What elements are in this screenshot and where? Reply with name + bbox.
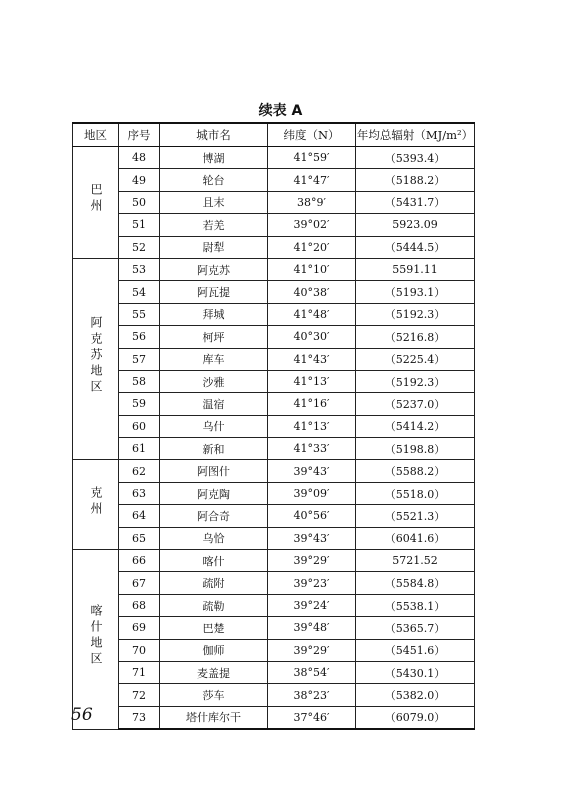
- index-cell: 71: [119, 661, 160, 683]
- table-row: [73, 594, 475, 616]
- table-row: [73, 661, 475, 683]
- header-region: 地区: [73, 123, 119, 147]
- table-row: [73, 303, 475, 325]
- latitude-cell: 39°29′: [268, 639, 356, 661]
- table-row: [73, 639, 475, 661]
- table-row: [73, 415, 475, 437]
- radiation-cell: （5192.3）: [356, 303, 475, 325]
- latitude-cell: 41°13′: [268, 415, 356, 437]
- radiation-cell: 5923.09: [356, 214, 475, 236]
- index-cell: 58: [119, 370, 160, 392]
- radiation-cell: 5591.11: [356, 258, 475, 280]
- city-cell: 莎车: [160, 684, 268, 706]
- radiation-cell: （5192.3）: [356, 370, 475, 392]
- table-row: [73, 169, 475, 191]
- radiation-cell: （5521.3）: [356, 505, 475, 527]
- index-cell: 69: [119, 617, 160, 639]
- radiation-cell: 5721.52: [356, 550, 475, 572]
- table-row: [73, 460, 475, 482]
- latitude-cell: 40°38′: [268, 281, 356, 303]
- table-row: [73, 370, 475, 392]
- radiation-cell: （5588.2）: [356, 460, 475, 482]
- index-cell: 73: [119, 706, 160, 729]
- radiation-cell: （5584.8）: [356, 572, 475, 594]
- table-row: [73, 214, 475, 236]
- city-cell: 阿合奇: [160, 505, 268, 527]
- latitude-cell: 41°33′: [268, 438, 356, 460]
- city-cell: 轮台: [160, 169, 268, 191]
- radiation-cell: （5393.4）: [356, 147, 475, 169]
- index-cell: 51: [119, 214, 160, 236]
- index-cell: 55: [119, 303, 160, 325]
- index-cell: 68: [119, 594, 160, 616]
- index-cell: 56: [119, 326, 160, 348]
- header-radiation: 年均总辐射（MJ/m²）: [356, 123, 475, 147]
- table-row: [73, 527, 475, 549]
- region-cell: [73, 147, 119, 259]
- table-row: [73, 191, 475, 213]
- table-row: [73, 617, 475, 639]
- index-cell: 59: [119, 393, 160, 415]
- city-cell: 拜城: [160, 303, 268, 325]
- city-cell: 温宿: [160, 393, 268, 415]
- index-cell: 67: [119, 572, 160, 594]
- city-cell: 尉犁: [160, 236, 268, 258]
- table-row: [73, 258, 475, 280]
- table-row: [73, 482, 475, 504]
- index-cell: 64: [119, 505, 160, 527]
- latitude-cell: 38°23′: [268, 684, 356, 706]
- city-cell: 疏附: [160, 572, 268, 594]
- radiation-cell: （5225.4）: [356, 348, 475, 370]
- region-cell: [73, 258, 119, 460]
- radiation-cell: （5365.7）: [356, 617, 475, 639]
- table-body: [73, 147, 475, 730]
- latitude-cell: 40°56′: [268, 505, 356, 527]
- table-caption: 续表 A: [258, 103, 303, 119]
- radiation-cell: （5188.2）: [356, 169, 475, 191]
- index-cell: 66: [119, 550, 160, 572]
- index-cell: 50: [119, 191, 160, 213]
- city-cell: 若羌: [160, 214, 268, 236]
- index-cell: 65: [119, 527, 160, 549]
- table-row: [73, 348, 475, 370]
- latitude-cell: 37°46′: [268, 706, 356, 729]
- radiation-cell: （5237.0）: [356, 393, 475, 415]
- latitude-cell: 40°30′: [268, 326, 356, 348]
- latitude-cell: 38°9′: [268, 191, 356, 213]
- radiation-cell: （5198.8）: [356, 438, 475, 460]
- index-cell: 60: [119, 415, 160, 437]
- latitude-cell: 39°23′: [268, 572, 356, 594]
- city-cell: 塔什库尔干: [160, 706, 268, 729]
- table-row: [73, 393, 475, 415]
- header-latitude: 纬度（N）: [268, 123, 356, 147]
- region-label: 喀什地区: [89, 604, 103, 669]
- index-cell: 52: [119, 236, 160, 258]
- city-cell: 乌什: [160, 415, 268, 437]
- latitude-cell: 41°59′: [268, 147, 356, 169]
- city-cell: 阿克苏: [160, 258, 268, 280]
- city-cell: 喀什: [160, 550, 268, 572]
- index-cell: 54: [119, 281, 160, 303]
- latitude-cell: 41°43′: [268, 348, 356, 370]
- latitude-cell: 41°48′: [268, 303, 356, 325]
- latitude-cell: 39°43′: [268, 460, 356, 482]
- radiation-cell: （5414.2）: [356, 415, 475, 437]
- index-cell: 48: [119, 147, 160, 169]
- radiation-cell: （5193.1）: [356, 281, 475, 303]
- latitude-cell: 39°29′: [268, 550, 356, 572]
- table-row: [73, 684, 475, 706]
- city-cell: 库车: [160, 348, 268, 370]
- table-row: [73, 706, 475, 729]
- radiation-cell: （5518.0）: [356, 482, 475, 504]
- radiation-cell: （6041.6）: [356, 527, 475, 549]
- table-row: [73, 572, 475, 594]
- index-cell: 61: [119, 438, 160, 460]
- table-row: [73, 147, 475, 169]
- latitude-cell: 41°13′: [268, 370, 356, 392]
- latitude-cell: 41°10′: [268, 258, 356, 280]
- city-cell: 柯坪: [160, 326, 268, 348]
- radiation-cell: （5216.8）: [356, 326, 475, 348]
- radiation-cell: （5451.6）: [356, 639, 475, 661]
- index-cell: 57: [119, 348, 160, 370]
- city-cell: 阿图什: [160, 460, 268, 482]
- header-row: [73, 123, 475, 147]
- region-label: 阿克苏地区: [89, 316, 103, 397]
- page-number: 56: [71, 705, 93, 725]
- city-cell: 疏勒: [160, 594, 268, 616]
- city-cell: 麦盖提: [160, 661, 268, 683]
- city-cell: 且末: [160, 191, 268, 213]
- city-cell: 伽师: [160, 639, 268, 661]
- table-row: [73, 438, 475, 460]
- radiation-cell: （5382.0）: [356, 684, 475, 706]
- latitude-cell: 38°54′: [268, 661, 356, 683]
- index-cell: 63: [119, 482, 160, 504]
- table-row: [73, 236, 475, 258]
- city-cell: 阿瓦提: [160, 281, 268, 303]
- city-cell: 阿克陶: [160, 482, 268, 504]
- table-row: [73, 281, 475, 303]
- region-cell: [73, 460, 119, 550]
- city-cell: 新和: [160, 438, 268, 460]
- radiation-table: [72, 122, 475, 730]
- table-row: [73, 326, 475, 348]
- latitude-cell: 41°20′: [268, 236, 356, 258]
- region-label: 克州: [89, 485, 103, 518]
- radiation-cell: （5538.1）: [356, 594, 475, 616]
- latitude-cell: 39°09′: [268, 482, 356, 504]
- city-cell: 乌恰: [160, 527, 268, 549]
- region-cell: [73, 550, 119, 730]
- table-row: [73, 505, 475, 527]
- index-cell: 53: [119, 258, 160, 280]
- index-cell: 62: [119, 460, 160, 482]
- city-cell: 沙雅: [160, 370, 268, 392]
- radiation-cell: （5444.5）: [356, 236, 475, 258]
- latitude-cell: 39°48′: [268, 617, 356, 639]
- header-index: 序号: [119, 123, 160, 147]
- table-row: [73, 550, 475, 572]
- latitude-cell: 39°24′: [268, 594, 356, 616]
- latitude-cell: 41°47′: [268, 169, 356, 191]
- latitude-cell: 39°43′: [268, 527, 356, 549]
- header-city: 城市名: [160, 123, 268, 147]
- index-cell: 72: [119, 684, 160, 706]
- radiation-cell: （6079.0）: [356, 706, 475, 729]
- radiation-cell: （5431.7）: [356, 191, 475, 213]
- city-cell: 巴楚: [160, 617, 268, 639]
- radiation-cell: （5430.1）: [356, 661, 475, 683]
- index-cell: 70: [119, 639, 160, 661]
- index-cell: 49: [119, 169, 160, 191]
- region-label: 巴州: [89, 183, 103, 216]
- city-cell: 博湖: [160, 147, 268, 169]
- latitude-cell: 41°16′: [268, 393, 356, 415]
- latitude-cell: 39°02′: [268, 214, 356, 236]
